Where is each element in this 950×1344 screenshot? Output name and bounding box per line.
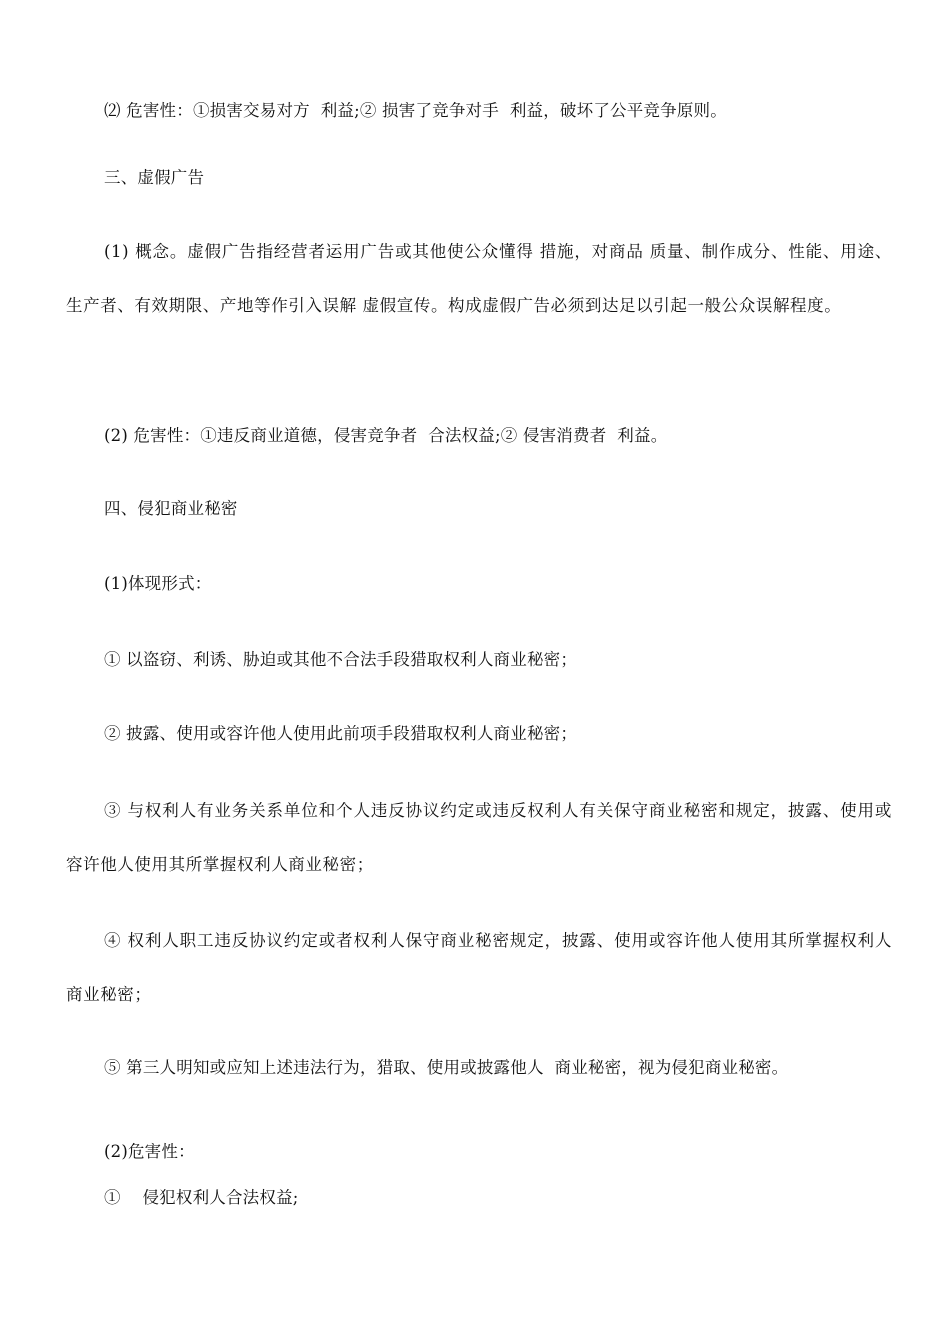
list-item-form-1: ① 以盗窃、利诱、胁迫或其他不合法手段猎取权利人商业秘密； (104, 650, 578, 669)
paragraph-false-advertising-harm: (2) 危害性：①违反商业道德，侵害竞争者 合法权益;② 侵害消费者 利益。 (104, 426, 668, 445)
list-item-harm-1: ① 侵犯权利人合法权益; (104, 1188, 299, 1207)
list-item-form-3: ③ 与权利人有业务关系单位和个人违反协议约定或违反权利人有关保守商业秘密和规定，披露、使用或容许他人使用其所掌握权利人商业秘密； (66, 801, 892, 874)
paragraph-harm-unfair-competition: ⑵ 危害性：①损害交易对方 利益;② 损害了竞争对手 利益，破坏了公平竞争原则。 (104, 101, 727, 120)
paragraph-false-advertising-concept: (1) 概念。虚假广告指经营者运用广告或其他使公众懂得 措施，对商品 质量、制作成分、性能、用途、生产者、有效期限、产地等作引入误解 虚假宣传。构成虚假广告必须到达足以引起一般公众误解程度。 (66, 242, 892, 315)
list-item-form-4: ④ 权利人职工违反协议约定或者权利人保守商业秘密规定，披露、使用或容许他人使用其所掌握权利人商业秘密； (66, 931, 892, 1004)
subheading-harm: (2)危害性： (104, 1142, 195, 1161)
subheading-forms: (1)体现形式： (104, 574, 212, 593)
list-item-form-5: ⑤ 第三人明知或应知上述违法行为，猎取、使用或披露他人 商业秘密，视为侵犯商业秘密。 (104, 1058, 789, 1077)
list-item-form-2: ② 披露、使用或容许他人使用此前项手段猎取权利人商业秘密； (104, 724, 578, 743)
section-heading-false-advertising: 三、虚假广告 (104, 168, 205, 187)
section-heading-trade-secrets: 四、侵犯商业秘密 (104, 499, 238, 518)
